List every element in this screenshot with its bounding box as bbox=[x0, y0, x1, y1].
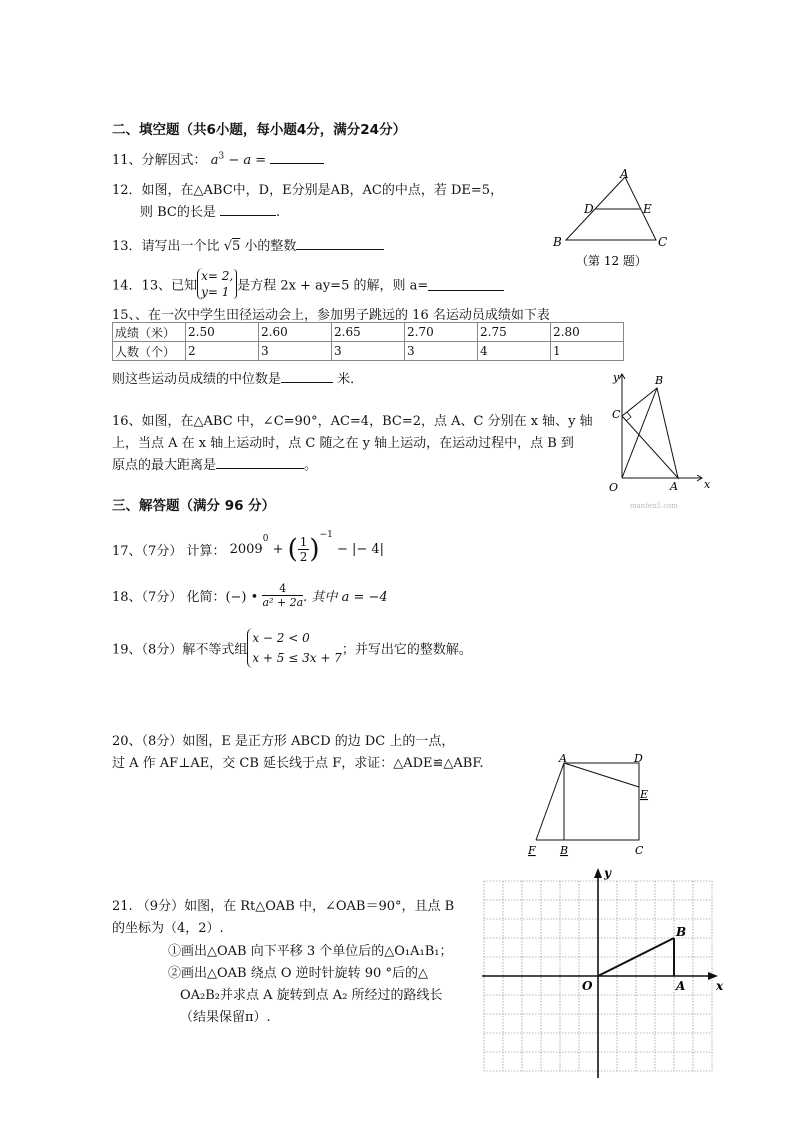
q17-exp-neg: −1 bbox=[319, 530, 333, 540]
q20-segment-ae bbox=[564, 763, 639, 787]
q16-right-angle-mark bbox=[626, 412, 631, 421]
q11-expr-rest: − a = bbox=[228, 153, 267, 168]
q19 bbox=[112, 628, 472, 668]
section2-heading: 二、填空题（共6小题，每小题4分，满分24分） bbox=[112, 122, 407, 138]
q21-label-y: y bbox=[604, 866, 611, 880]
q17-frac-num: 1 bbox=[299, 535, 308, 549]
q21-segment-ob bbox=[598, 938, 674, 976]
q19-ineq2: x + 5 ≤ 3x + 7 bbox=[252, 651, 342, 665]
q14 bbox=[112, 268, 504, 300]
q11-expr-base: a bbox=[210, 153, 219, 168]
q13-answer-blank[interactable] bbox=[296, 237, 384, 250]
q17-left-paren: ( bbox=[287, 534, 298, 565]
sqrt-symbol: √5 bbox=[223, 239, 241, 254]
q17-rest: − |− 4| bbox=[336, 542, 385, 557]
q12-label-b: B bbox=[553, 235, 562, 249]
q16-label-c: C bbox=[612, 408, 621, 421]
q12-line2-end: . bbox=[276, 205, 281, 220]
q15-intro: 15、、在一次中学生田径运动会上，参加男子跳远的 16 名运动员成绩如下表 bbox=[112, 308, 550, 323]
q16-label-x: x bbox=[704, 478, 711, 491]
q18 bbox=[112, 582, 388, 609]
q19-system bbox=[247, 628, 342, 668]
q17-exp0: 0 bbox=[262, 534, 269, 544]
q16-label-y: y bbox=[613, 371, 620, 384]
q21-label-o: O bbox=[582, 979, 593, 993]
q16-line3 bbox=[112, 454, 317, 473]
q15-table bbox=[112, 322, 624, 361]
q15-count-cell: 3 bbox=[332, 342, 405, 361]
q21-item3: OA₂B₂并求点 A 旋转到点 A₂ 所经过的路线长 bbox=[180, 988, 443, 1003]
q16-line3-end: 。 bbox=[304, 458, 318, 473]
q18-label: 18、（7分） 化简：(−) • bbox=[112, 590, 259, 605]
q15-after-text: 则这些运动员成绩的中位数是 bbox=[112, 372, 282, 387]
q12-line2-text: 则 BC的长是 bbox=[140, 205, 216, 220]
q16-line1: 16、如图，在△ABC 中，∠C=90°，AC=4，BC=2，点 A、C 分别在 x 轴、y 轴 bbox=[112, 414, 593, 429]
q20-label-e: E bbox=[640, 788, 649, 801]
q12-line2 bbox=[140, 201, 280, 220]
q14-text-after: 是方程 2x + ay=5 的解，则 a= bbox=[237, 278, 429, 294]
q21-grid-figure bbox=[476, 866, 732, 1086]
q21-label-b: B bbox=[676, 925, 687, 939]
q15-row-counts bbox=[113, 342, 624, 361]
q15-score-cell: 2.80 bbox=[551, 323, 624, 342]
q15-score-cell: 2.65 bbox=[332, 323, 405, 342]
q12-label-d: D bbox=[584, 202, 594, 216]
q17: 17、（7分） 计算： $2009^0$ + ( $\frac{1}{2}$ )$^{-1}$ − |− 4| bbox=[112, 530, 385, 565]
section3-heading: 三、解答题（满分 96 分） bbox=[112, 498, 276, 514]
q20-line2: 过 A 作 AF⊥AE，交 CB 延长线于点 F，求证：△ADE≌△ABF. bbox=[112, 756, 484, 771]
q15-count-cell: 2 bbox=[186, 342, 259, 361]
q13-text-before: 13．请写出一个比 bbox=[112, 239, 220, 254]
q16-line2: 上，当点 A 在 x 轴上运动时，点 C 随之在 y 轴上运动，在运动过程中，点 B 到 bbox=[112, 436, 574, 451]
q20-segment-af bbox=[536, 763, 564, 840]
q16-watermark: manfen5.com bbox=[630, 502, 679, 510]
q13-text-after: 小的整数 bbox=[244, 239, 297, 254]
q11 bbox=[112, 149, 324, 168]
q12-line1: 12．如图，在△ABC中，D，E分别是AB，AC的中点，若 DE=5， bbox=[112, 183, 504, 198]
q15-row-scores bbox=[113, 323, 624, 342]
q18-frac-num: 4 bbox=[262, 582, 303, 596]
q20-label-c: C bbox=[635, 844, 644, 857]
q15-score-cell: 2.75 bbox=[478, 323, 551, 342]
q16-triangle bbox=[622, 388, 678, 478]
q13-radicand: 5 bbox=[231, 239, 241, 254]
q20-label-f: F bbox=[528, 844, 536, 857]
q21-line2: 的坐标为（4，2）. bbox=[112, 921, 224, 936]
q17-label: 17、（7分） 计算： bbox=[112, 544, 226, 559]
q17-base: 2009 bbox=[229, 542, 263, 557]
q17-right-paren: ) bbox=[309, 534, 320, 565]
q17-frac-den: 2 bbox=[299, 550, 308, 564]
q16-label-o: O bbox=[609, 481, 619, 494]
q14-eq2: y= 1 bbox=[201, 285, 230, 299]
q18-frac-den: a² + 2a bbox=[262, 596, 304, 609]
q16-figure bbox=[600, 366, 720, 514]
q15-score-cell: 2.60 bbox=[259, 323, 332, 342]
q12-label-a: A bbox=[620, 167, 629, 181]
q12-label-e: E bbox=[643, 202, 652, 216]
q13 bbox=[112, 235, 384, 254]
q12-label-c: C bbox=[658, 235, 668, 249]
q11-text: 11、分解因式： bbox=[112, 153, 207, 168]
q16-answer-blank[interactable] bbox=[216, 456, 304, 469]
q21-item2: ②画出△OAB 绕点 O 逆时针旋转 90 °后的△ bbox=[168, 966, 428, 981]
q21-label-a: A bbox=[676, 979, 686, 993]
q15-score-cell: 2.50 bbox=[186, 323, 259, 342]
q14-answer-blank[interactable] bbox=[428, 278, 504, 291]
q18-fraction bbox=[262, 582, 303, 609]
q16-label-b: B bbox=[655, 374, 664, 387]
q15-answer-blank[interactable] bbox=[281, 370, 333, 383]
q20-label-b: B bbox=[560, 844, 569, 857]
q20-label-a: A bbox=[559, 752, 567, 765]
q12-figure bbox=[548, 164, 678, 274]
q17-fraction bbox=[298, 535, 310, 564]
q14-eq1: x= 2, bbox=[201, 269, 234, 283]
q15-after-unit: 米． bbox=[337, 372, 364, 387]
q20-label-d: D bbox=[634, 752, 643, 765]
q19-tail: ；并写出它的整数解。 bbox=[341, 642, 472, 658]
q18-tail: . 其中 a = −4 bbox=[303, 590, 388, 605]
q11-answer-blank[interactable] bbox=[270, 151, 324, 164]
q15-after bbox=[112, 368, 363, 387]
q19-label: 19、（8分）解不等式组 bbox=[112, 642, 248, 658]
q15-header-score: 成绩（米） bbox=[113, 323, 186, 342]
q15-count-cell: 4 bbox=[478, 342, 551, 361]
q20-line1: 20、（8分）如图，E 是正方形 ABCD 的边 DC 上的一点， bbox=[112, 734, 455, 749]
q14-text-before: 14．13、已知 bbox=[112, 278, 198, 294]
q15-count-cell: 3 bbox=[405, 342, 478, 361]
q16-line3-text: 原点的最大距离是 bbox=[112, 458, 217, 473]
q15-header-count: 人数（个） bbox=[113, 342, 186, 361]
q21-y-arrow-icon bbox=[594, 868, 602, 878]
q12-caption: （第 12 题） bbox=[576, 254, 647, 268]
q21-line1: 21. （9分）如图，在 Rt△OAB 中，∠OAB＝90°，且点 B bbox=[112, 899, 455, 914]
q14-system bbox=[197, 268, 233, 300]
q12-answer-blank[interactable] bbox=[220, 203, 276, 216]
q20-figure bbox=[522, 748, 654, 860]
q21-label-x: x bbox=[716, 979, 724, 993]
q15-count-cell: 1 bbox=[551, 342, 624, 361]
q11-expr-exp: 3 bbox=[218, 151, 225, 162]
q15-score-cell: 2.70 bbox=[405, 323, 478, 342]
q16-label-a: A bbox=[670, 480, 678, 493]
q21-item4: （结果保留π）. bbox=[180, 1010, 271, 1025]
q15-count-cell: 3 bbox=[259, 342, 332, 361]
q19-ineq1: x − 2 < 0 bbox=[252, 631, 310, 645]
q21-item1: ①画出△OAB 向下平移 3 个单位后的△O₁A₁B₁； bbox=[168, 944, 453, 959]
